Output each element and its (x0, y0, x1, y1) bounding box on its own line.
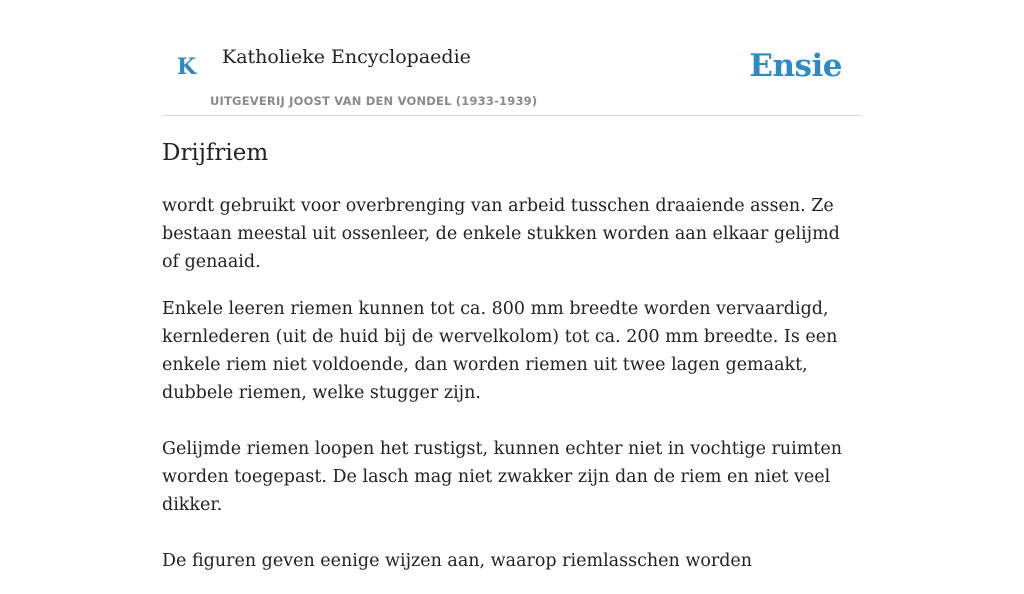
entry-body (162, 192, 862, 594)
entry-paragraph: Enkele leeren riemen kunnen tot ca. 800 mm breedte worden vervaardigd, kernlederen (uit de huid bij de wervelkolom) tot ca. 200 mm breedte. Is een enkele riem niet voldoende, dan worden riemen uit twee lagen gemaakt, dubbele riemen, welke stugger zijn. (162, 299, 838, 403)
entry-paragraph: De figuren geven eenige wijzen aan, waarop riemlasschen worden (162, 551, 753, 571)
site-header (162, 0, 862, 116)
entry-title: Drijfriem (162, 140, 269, 166)
brand-logo[interactable]: Ensie (749, 48, 842, 84)
paragraph-spacer (162, 407, 862, 435)
entry-paragraph: Gelijmde riemen loopen het rustigst, kunnen echter niet in vochtige ruimten worden toegepast. De lasch mag niet zwakker zijn dan de riem en niet veel dikker. (162, 439, 842, 515)
book-title[interactable]: Katholieke Encyclopaedie (222, 46, 471, 68)
page-container (162, 0, 862, 571)
publisher-label: UITGEVERIJ JOOST VAN DEN VONDEL (1933-1939) (210, 94, 538, 108)
paragraph-spacer (162, 519, 862, 547)
book-logo[interactable]: K (177, 54, 197, 80)
entry-paragraph: wordt gebruikt voor overbrenging van arbeid tusschen draaiende assen. Ze bestaan meestal uit ossenleer, de enkele stukken worden aan elkaar gelijmd of genaaid. (162, 196, 840, 272)
